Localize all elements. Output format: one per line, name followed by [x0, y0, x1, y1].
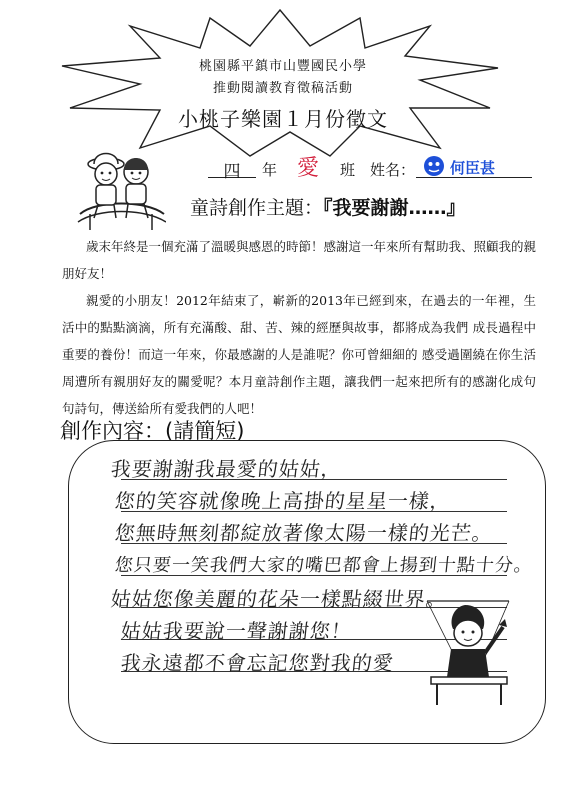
handwritten-line: 您只要一笑我們大家的嘴巴都會上揚到十點十分。 — [113, 555, 534, 576]
page-title: 小桃子樂園１月份徵文 — [178, 107, 388, 131]
handwritten-line: 您的笑容就像晚上高掛的星星一樣， — [113, 489, 453, 513]
intro-paragraph-1: 歲末年終是一個充滿了溫暖與感恩的時節！感謝這一年來所有幫助我、照顧我的親朋好友！ — [62, 239, 537, 281]
school-name: 桃園縣平鎮市山豐國民小學 — [198, 59, 367, 74]
theme-title: 『我要謝謝……』 — [323, 197, 466, 219]
grade-field: 四 — [208, 157, 256, 178]
class-field: 愛 — [296, 156, 319, 181]
student-illustration — [425, 597, 511, 707]
kids-illustration — [76, 142, 166, 232]
student-name: 何臣甚 — [450, 159, 496, 177]
handwritten-line: 姑姑您像美麗的花朵一樣點綴世界。 — [109, 587, 449, 611]
handwritten-line: 您無時無刻都綻放著像太陽一樣的光芒。 — [113, 521, 495, 545]
class-label: 班 — [340, 161, 356, 179]
intro-paragraph-2: 親愛的小朋友！2012年結束了，嶄新的2013年已經到來，在過去的一年裡，生活中的點點滴滴，所有充滿酸、甜、苦、辣的經歷與故事，都將成為我們 成長過程中重要的養份！而這一年來，你最感謝的人是誰呢？你可曾細細的 感受過圍繞在你生活周遭所有親朋好友的關愛呢？本月童詩創作主題，讓我們一起來把所有的感謝化成句句詩句，傳送給所有愛我們的人吧！ — [62, 293, 536, 416]
theme-heading — [190, 193, 466, 220]
student-info-line — [200, 157, 540, 185]
handwritten-line: 姑姑我要說一聲謝謝您！ — [119, 619, 354, 643]
event-name: 推動閱讀教育徵稿活動 — [212, 81, 353, 96]
theme-prefix: 童詩創作主題： — [190, 197, 324, 219]
content-label: 創作內容：(請簡短) — [60, 419, 245, 443]
grade-label: 年 — [262, 161, 278, 179]
writing-box — [68, 440, 546, 744]
handwritten-line: 我要謝謝我最愛的姑姑， — [109, 457, 344, 481]
name-label: 姓名： — [370, 161, 416, 179]
name-stamp-icon — [422, 155, 446, 177]
handwritten-line: 我永遠都不會忘記您對我的愛 — [119, 651, 396, 675]
